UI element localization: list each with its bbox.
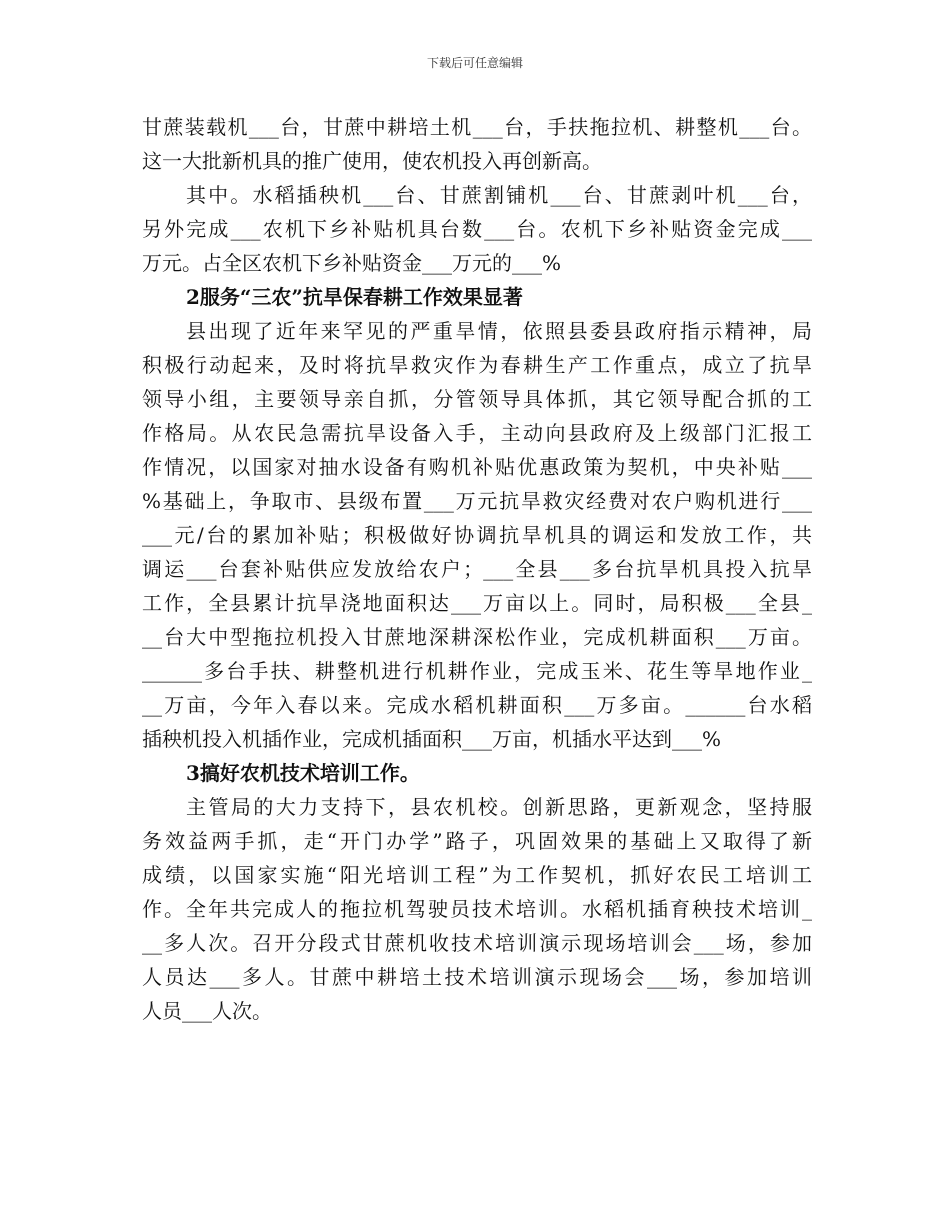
text-line: 作格局。从农民急需抗旱设备入手，主动向县政府及上级部门汇报工 (142, 421, 812, 445)
text-line: 工作，全县累计抗旱浇地面积达___万亩以上。同时，局积极___全县_ (142, 591, 812, 615)
text-line: 人员___人次。 (142, 999, 272, 1023)
text-line: 人员达___多人。甘蔗中耕培土技术培训演示现场会___场，参加培训 (142, 965, 812, 989)
text-line: 领导小组，主要领导亲自抓，分管领导具体抓，其它领导配合抓的工 (142, 387, 812, 411)
text-line: 其中。水稻插秧机___台、甘蔗割铺机___台、甘蔗剥叶机___台， (186, 183, 812, 207)
text-line: __多人次。召开分段式甘蔗机收技术培训演示现场培训会___场，参加 (142, 931, 812, 955)
text-line: %基础上，争取市、县级布置___万元抗旱救灾经费对农户购机进行___ (142, 489, 812, 513)
text-line: ______多台手扶、耕整机进行机耕作业，完成玉米、花生等旱地作业_ (142, 659, 812, 683)
text-line: 插秧机投入机插作业，完成机插面积___万亩，机插水平达到___% (142, 727, 722, 751)
document-body (142, 110, 812, 1028)
text-line: 主管局的大力支持下，县农机校。创新思路，更新观念，坚持服 (186, 795, 812, 819)
text-line: 甘蔗装载机___台，甘蔗中耕培土机___台，手扶拖拉机、耕整机___台。 (142, 115, 812, 139)
text-line: 另外完成___农机下乡补贴机具台数___台。农机下乡补贴资金完成___ (142, 217, 812, 241)
section-heading: 2服务“三农”抗旱保春耕工作效果显著 (186, 285, 523, 309)
text-line: 积极行动起来，及时将抗旱救灾作为春耕生产工作重点，成立了抗旱 (142, 353, 812, 377)
page-header: 下载后可任意编辑 (426, 56, 523, 70)
text-line: 务效益两手抓，走“开门办学”路子，巩固效果的基础上又取得了新 (142, 829, 812, 853)
text-line: 作情况，以国家对抽水设备有购机补贴优惠政策为契机，中央补贴___ (142, 455, 812, 479)
text-line: ___元/台的累加补贴；积极做好协调抗旱机具的调运和发放工作，共 (142, 523, 812, 547)
text-line: 县出现了近年来罕见的严重旱情，依照县委县政府指示精神，局 (186, 319, 812, 343)
text-line: 成绩，以国家实施“阳光培训工程”为工作契机，抓好农民工培训工 (142, 863, 812, 887)
text-line: 调运___台套补贴供应发放给农户；___全县___多台抗旱机具投入抗旱 (142, 557, 812, 581)
text-line: __台大中型拖拉机投入甘蔗地深耕深松作业，完成机耕面积___万亩。 (142, 625, 812, 649)
section-heading: 3搞好农机技术培训工作。 (186, 761, 420, 785)
text-line: 这一大批新机具的推广使用，使农机投入再创新高。 (142, 149, 602, 173)
text-line: 万元。占全区农机下乡补贴资金___万元的___% (142, 251, 562, 275)
text-line: 作。全年共完成人的拖拉机驾驶员技术培训。水稻机插育秧技术培训_ (142, 897, 812, 921)
text-line: __万亩，今年入春以来。完成水稻机耕面积___万多亩。______台水稻 (142, 693, 812, 717)
